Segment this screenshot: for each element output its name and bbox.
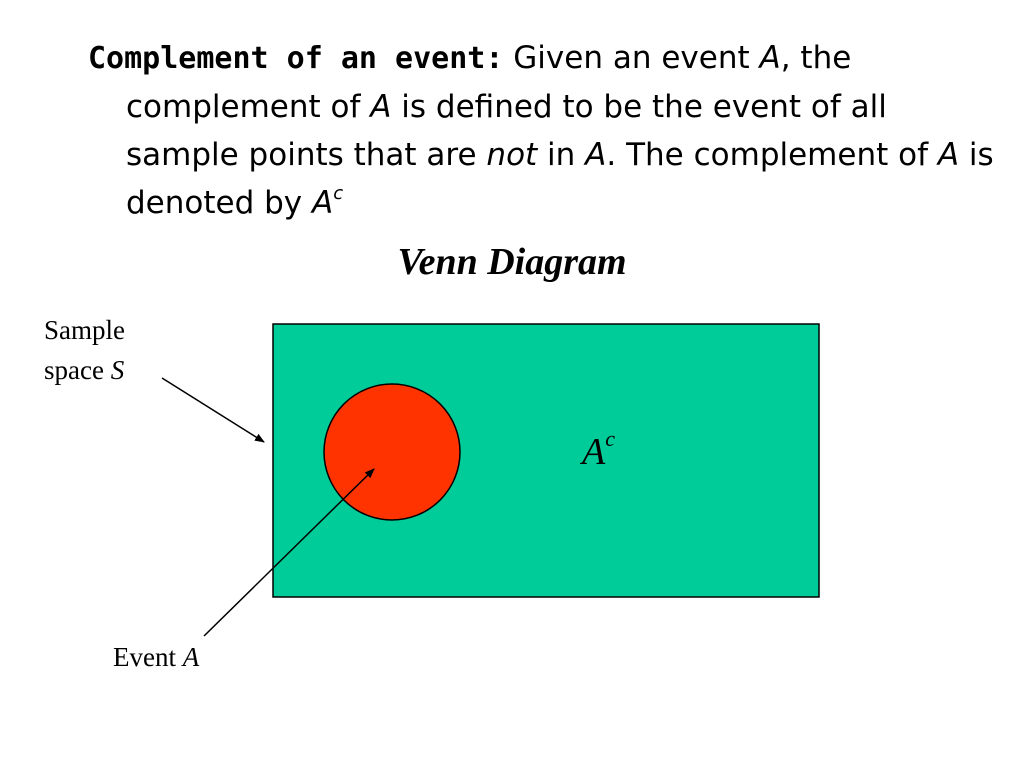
variable-a: A [759, 40, 781, 76]
variable-a: A [182, 642, 200, 672]
definition-text-segment: is denoted by [126, 137, 994, 221]
variable-a: A [370, 89, 392, 125]
complement-label-superscript: c [605, 426, 615, 451]
sample-space-label [44, 310, 125, 390]
complement-variable: A [582, 431, 606, 473]
emphasis-not: not [486, 137, 538, 173]
complement-superscript: c [333, 183, 344, 204]
event-label-text: Event [113, 642, 183, 672]
definition-term: Complement of an event: [88, 41, 504, 76]
diagram-title: Venn Diagram [397, 241, 627, 283]
complement-label [582, 426, 615, 474]
variable-a: A [312, 185, 334, 221]
sample-space-label-line-1: Sample [44, 315, 125, 345]
definition-text-segment: , the complement of [126, 40, 852, 125]
event-a-circle [324, 384, 460, 520]
sample-space-arrow [162, 378, 264, 442]
definition-text-segment: in [537, 137, 586, 173]
sample-space-label-text: space [44, 355, 111, 385]
variable-s: S [110, 355, 125, 385]
variable-a: A [585, 137, 607, 173]
definition-text-segment: is defined to be the event of all sample points that are [126, 89, 887, 173]
event-a-label [113, 642, 199, 673]
sample-space-label-line-2 [44, 350, 125, 390]
variable-a: A [937, 137, 960, 173]
definition-text-segment: Given an event [503, 40, 760, 76]
definition-text-segment: . The complement of [606, 137, 938, 173]
